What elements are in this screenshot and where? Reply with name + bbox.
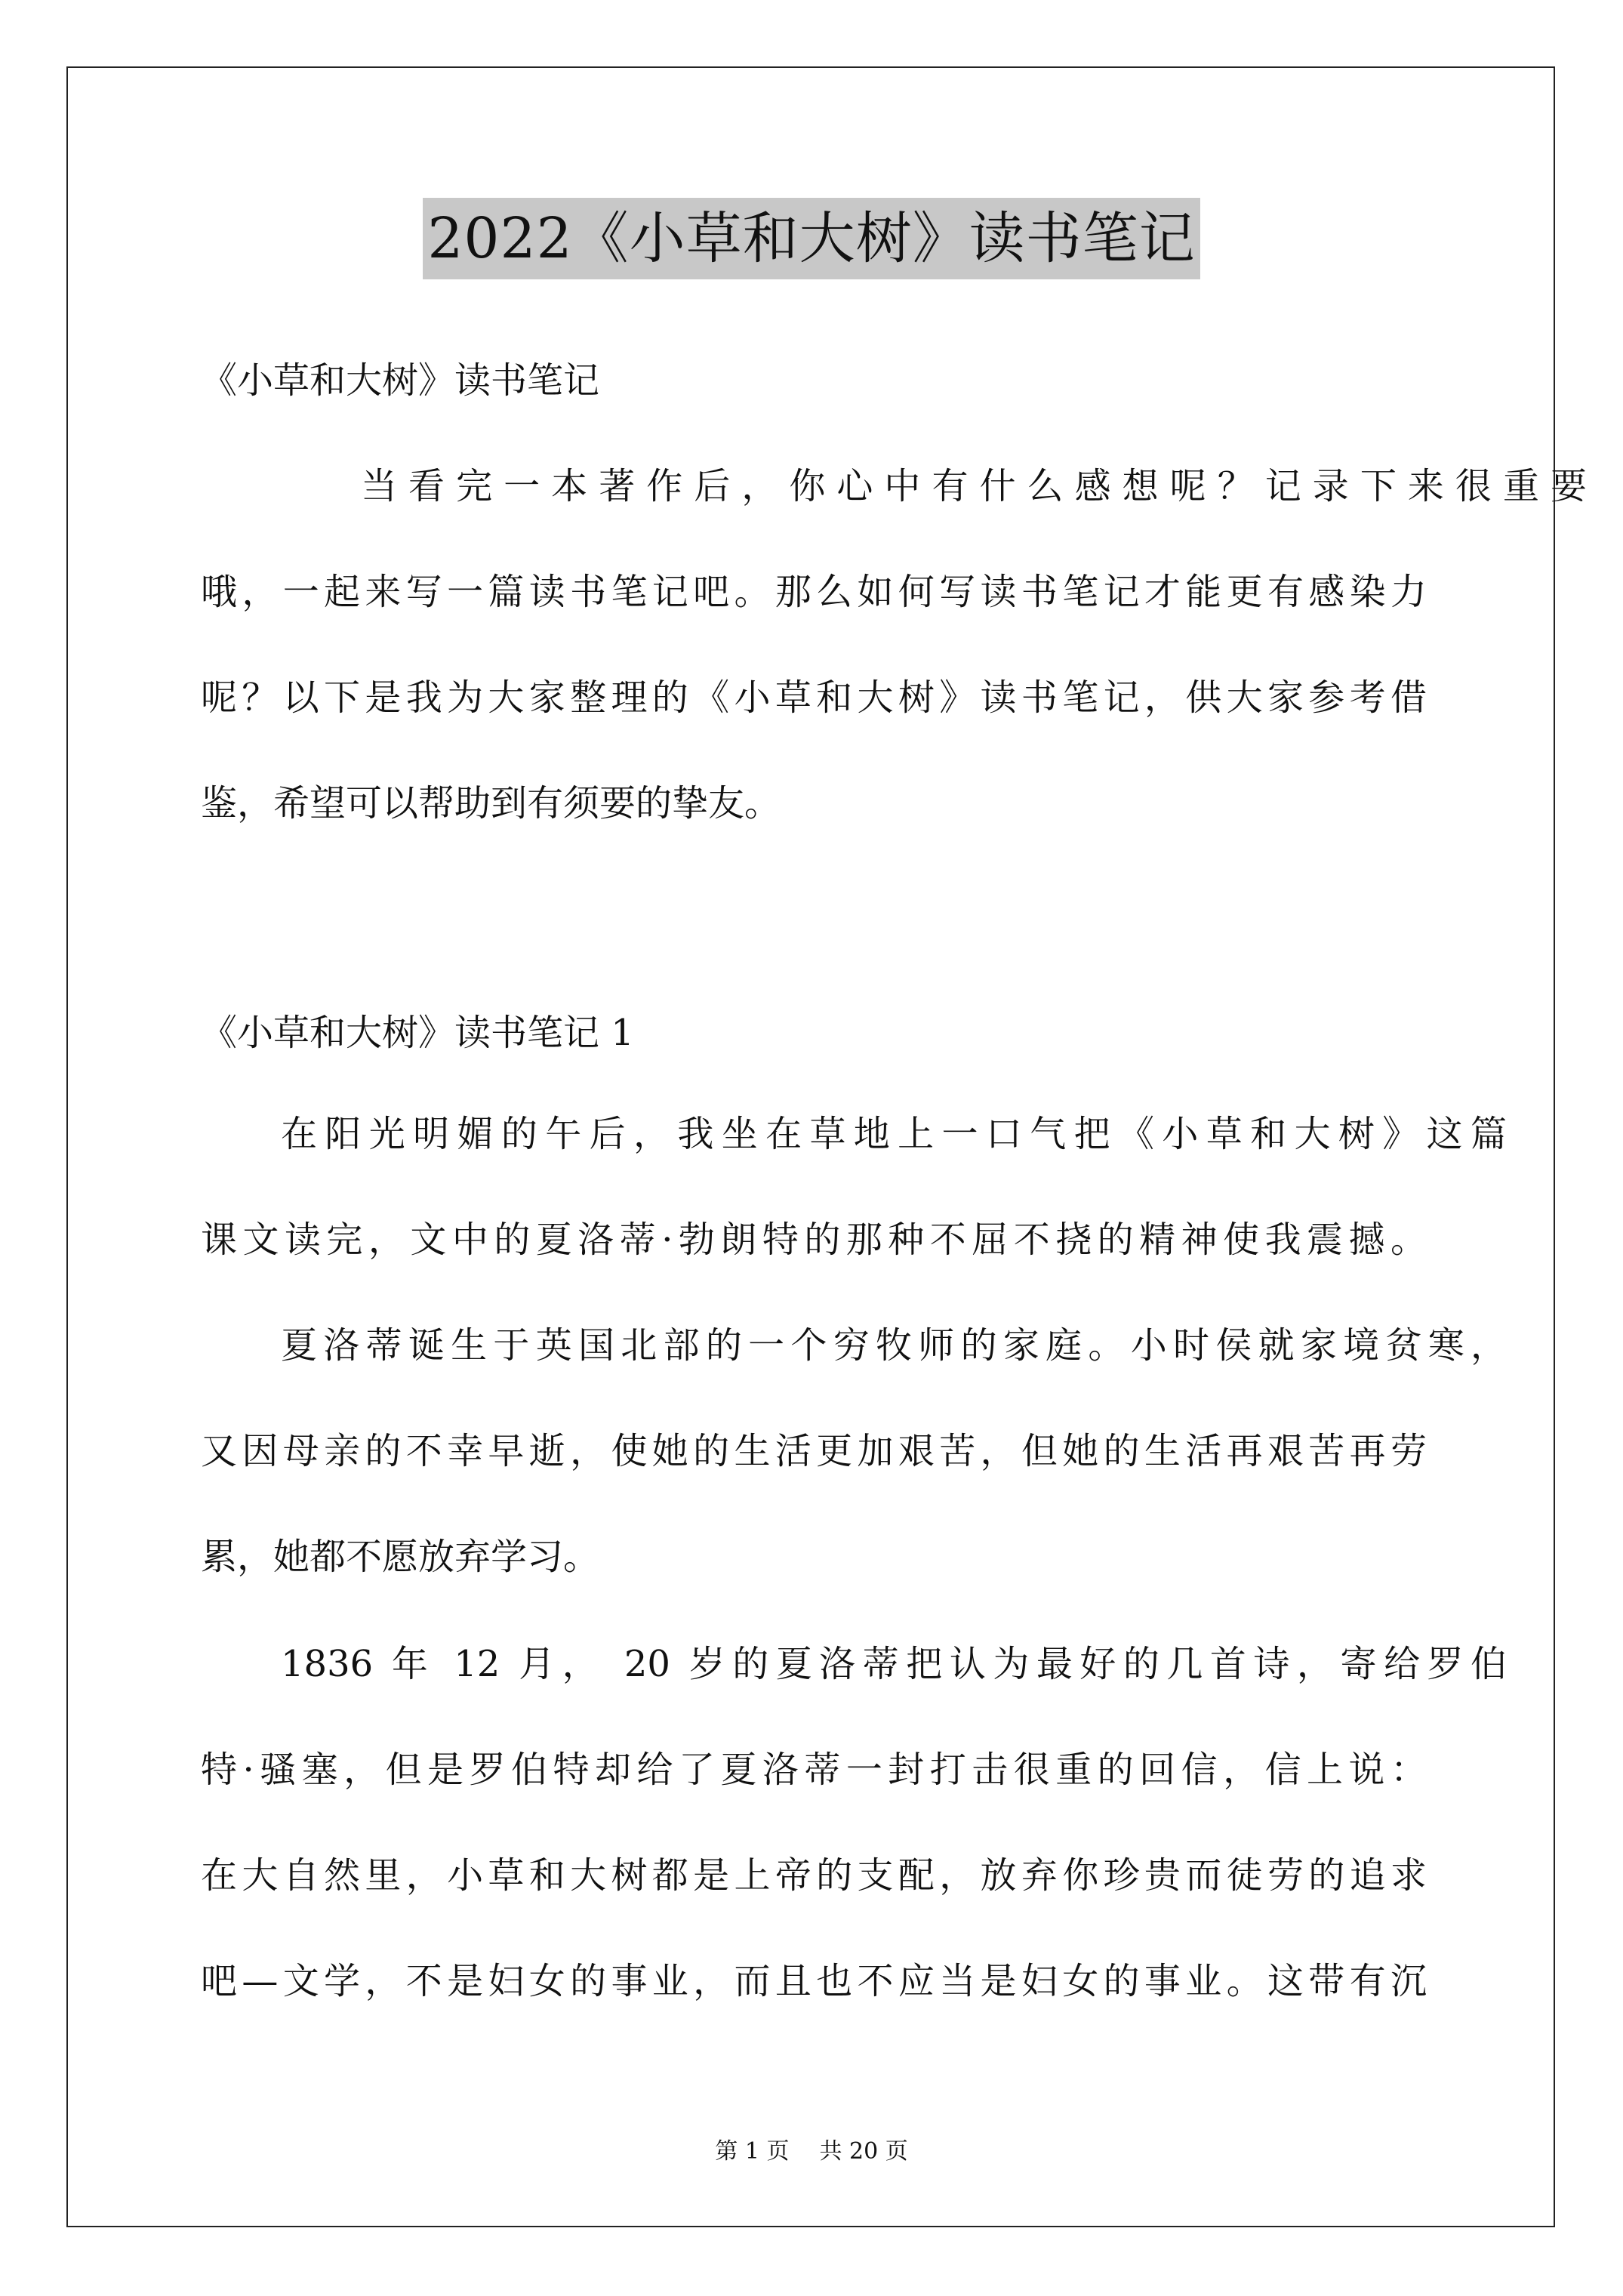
intro-line: 哦，一起来写一篇读书笔记吧。那么如何写读书笔记才能更有感染力 (201, 571, 1427, 613)
intro-line: 鉴，希望可以帮助到有须要的挚友。 (201, 782, 781, 824)
document-subtitle: 《小草和大树》读书笔记 (201, 359, 600, 402)
body-line: 又因母亲的不幸早逝，使她的生活更加艰苦，但她的生活再艰苦再劳 (201, 1430, 1427, 1472)
page-number: 第 1 页 (715, 2138, 790, 2165)
section-heading: 《小草和大树》读书笔记 1 (201, 1012, 634, 1054)
document-title: 2022《小草和大树》读书笔记 (423, 198, 1200, 279)
body-line: 累，她都不愿放弃学习。 (201, 1536, 600, 1578)
body-line: 1836 年 12 月， 20 岁的夏洛蒂把认为最好的几首诗，寄给罗伯 (281, 1643, 1507, 1685)
page-footer (0, 2137, 1623, 2167)
page-total: 共 20 页 (819, 2138, 908, 2165)
title-container (0, 198, 1623, 279)
body-line: 课文读完，文中的夏洛蒂·勃朗特的那种不屈不挠的精神使我震撼。 (201, 1219, 1427, 1261)
intro-line: 呢？以下是我为大家整理的《小草和大树》读书笔记，供大家参考借 (201, 676, 1427, 719)
body-line: 在大自然里，小草和大树都是上帝的支配，放弃你珍贵而徒劳的追求 (201, 1854, 1427, 1897)
body-line: 夏洛蒂诞生于英国北部的一个穷牧师的家庭。小时侯就家境贫寒， (281, 1324, 1507, 1367)
body-line: 吧—文学，不是妇女的事业，而且也不应当是妇女的事业。这带有沉 (201, 1960, 1427, 2002)
body-line: 在阳光明媚的午后，我坐在草地上一口气把《小草和大树》这篇 (281, 1113, 1507, 1155)
intro-line: 当看完一本著作后，你心中有什么感想呢？记录下来很重要 (361, 465, 1587, 507)
body-line: 特·骚塞，但是罗伯特却给了夏洛蒂一封打击很重的回信，信上说： (201, 1749, 1427, 1791)
